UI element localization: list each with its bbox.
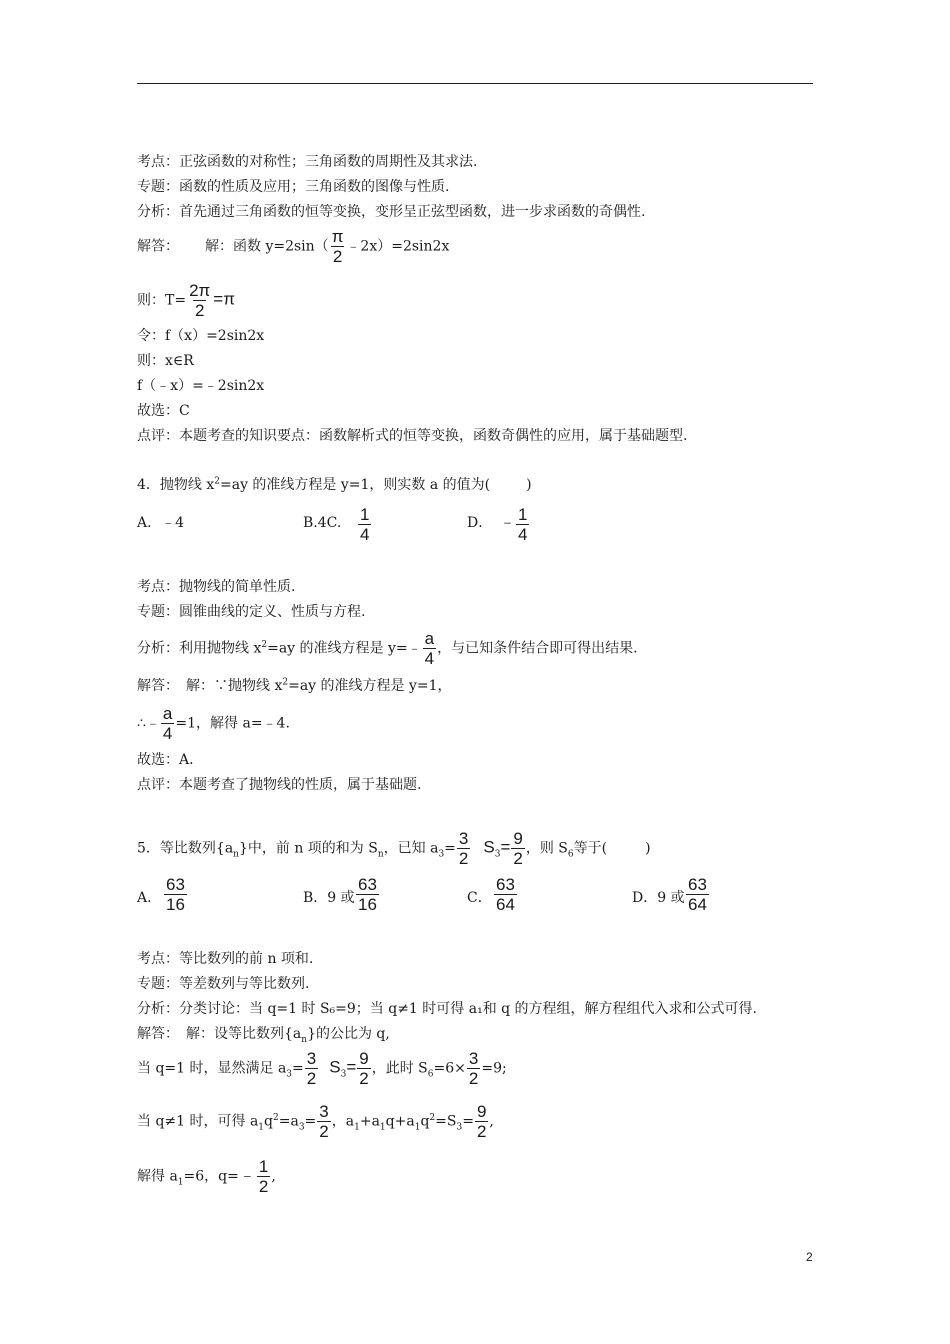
header-rule	[137, 83, 813, 84]
q4-option-c-fraction: $\frac{1}{4}$	[360, 505, 370, 544]
q3-function-tail: ﹣2x）=2sin2x	[346, 238, 450, 255]
q5-fenxi: 分析：分类讨论：当 q=1 时 S₆=9；当 q≠1 时可得 a₁和 q 的方程组，解方程组代入求和公式可得.	[137, 1001, 758, 1017]
q3-let-line: 令：f（x）=2sin2x	[137, 328, 265, 344]
q3-domain-line: 则：x∈R	[137, 353, 194, 369]
a-over-4-fraction: $\frac{a}{4}$	[424, 629, 435, 668]
period-fraction: $\frac{2\pi}{2}$	[189, 281, 211, 320]
q4-jieda: 解答： 解：∵抛物线 $x^2=ay$ 的准线方程是 y=1，	[137, 677, 452, 694]
q3-kaodian: 考点：正弦函数的对称性；三角函数的周期性及其求法.	[137, 154, 478, 170]
q3-jieda-line	[137, 228, 449, 265]
q4-option-d: D．	[467, 515, 493, 531]
q4-option-d-fraction: $\frac{1}{4}$	[518, 505, 528, 544]
q5-case-q1: 当 q=1 时，显然满足 $a_3=$ $\frac{3}{2}$ $S_3=$ $\frac{9}{2}$ ，此时 $S_6=6\times$ $\frac{3}{2}$ =9;	[137, 1049, 507, 1088]
q4-dianping: 点评：本题考查了抛物线的性质，属于基础题.	[137, 777, 422, 793]
q5-option-a: A.	[137, 890, 152, 906]
pi-over-2-fraction: $\frac{\pi}{2}$	[331, 227, 344, 266]
q5-solution: 解得 $a_1=6$，q=﹣ $\frac{1}{2}$ ,	[137, 1157, 276, 1196]
q5-stem: 5．等比数列$\{a_n\}$中，前 n 项的和为 $S_n$，已知 $a_3=$ $\frac{3}{2}$ $S_3=$ $\frac{9}{2}$ ，则 $S_6$等于( )	[137, 829, 651, 868]
q5-option-c: C．	[467, 890, 492, 906]
q5-option-d: D．9 或	[632, 890, 685, 906]
jieda-label: 解答：	[137, 238, 179, 255]
q4-option-bc: B.4C.	[303, 515, 342, 531]
q3-function-text: 解：函数 y=2sin（	[205, 238, 329, 255]
q4-therefore: ∴﹣ $\frac{a}{4}$ =1，解得 a=﹣4.	[137, 704, 290, 743]
q3-answer: 故选：C	[137, 403, 190, 419]
q3-dianping: 点评：本题考查的知识要点：函数解析式的恒等变换，函数奇偶性的应用，属于基础题型.	[137, 428, 688, 444]
q4-zhuanti: 专题：圆锥曲线的定义、性质与方程.	[137, 604, 366, 620]
q5-jieda: 解答： 解：设等比数列$\{a_n\}$的公比为 q,	[137, 1026, 390, 1045]
q5-case-qne1: 当 q≠1 时，可得 $a_1q^2=a_3=$ $\frac{3}{2}$ ，$a_1+a_1q+a_1q^2=S_3=$ $\frac{9}{2}$ ,	[137, 1102, 494, 1141]
q5-zhuanti: 专题：等差数列与等比数列.	[137, 976, 310, 992]
q4-stem: 4．抛物线 $x^2=ay$ 的准线方程是 y=1，则实数 a 的值为( )	[137, 476, 532, 493]
q3-odd-line: f（﹣x）=﹣2sin2x	[137, 378, 265, 394]
q4-fenxi: 分析：利用抛物线 $x^2=ay$ 的准线方程是 y=﹣ $\frac{a}{4}$ ，与已知条件结合即可得出结果.	[137, 629, 638, 668]
q5-kaodian: 考点：等比数列的前 n 项和.	[137, 951, 314, 967]
q5-option-b: B．9 或	[303, 890, 355, 906]
q3-zhuanti: 专题：函数的性质及应用；三角函数的图像与性质.	[137, 179, 450, 195]
q3-period-line: 则：T= $\frac{2\pi}{2}$ =π	[137, 281, 235, 320]
q4-kaodian: 考点：抛物线的简单性质.	[137, 579, 296, 595]
page-number: 2	[806, 1250, 813, 1264]
q3-fenxi: 分析：首先通过三角函数的恒等变换，变形呈正弦型函数，进一步求函数的奇偶性.	[137, 204, 646, 220]
q4-option-a: A．﹣4	[137, 515, 185, 531]
q4-answer: 故选：A.	[137, 752, 194, 768]
